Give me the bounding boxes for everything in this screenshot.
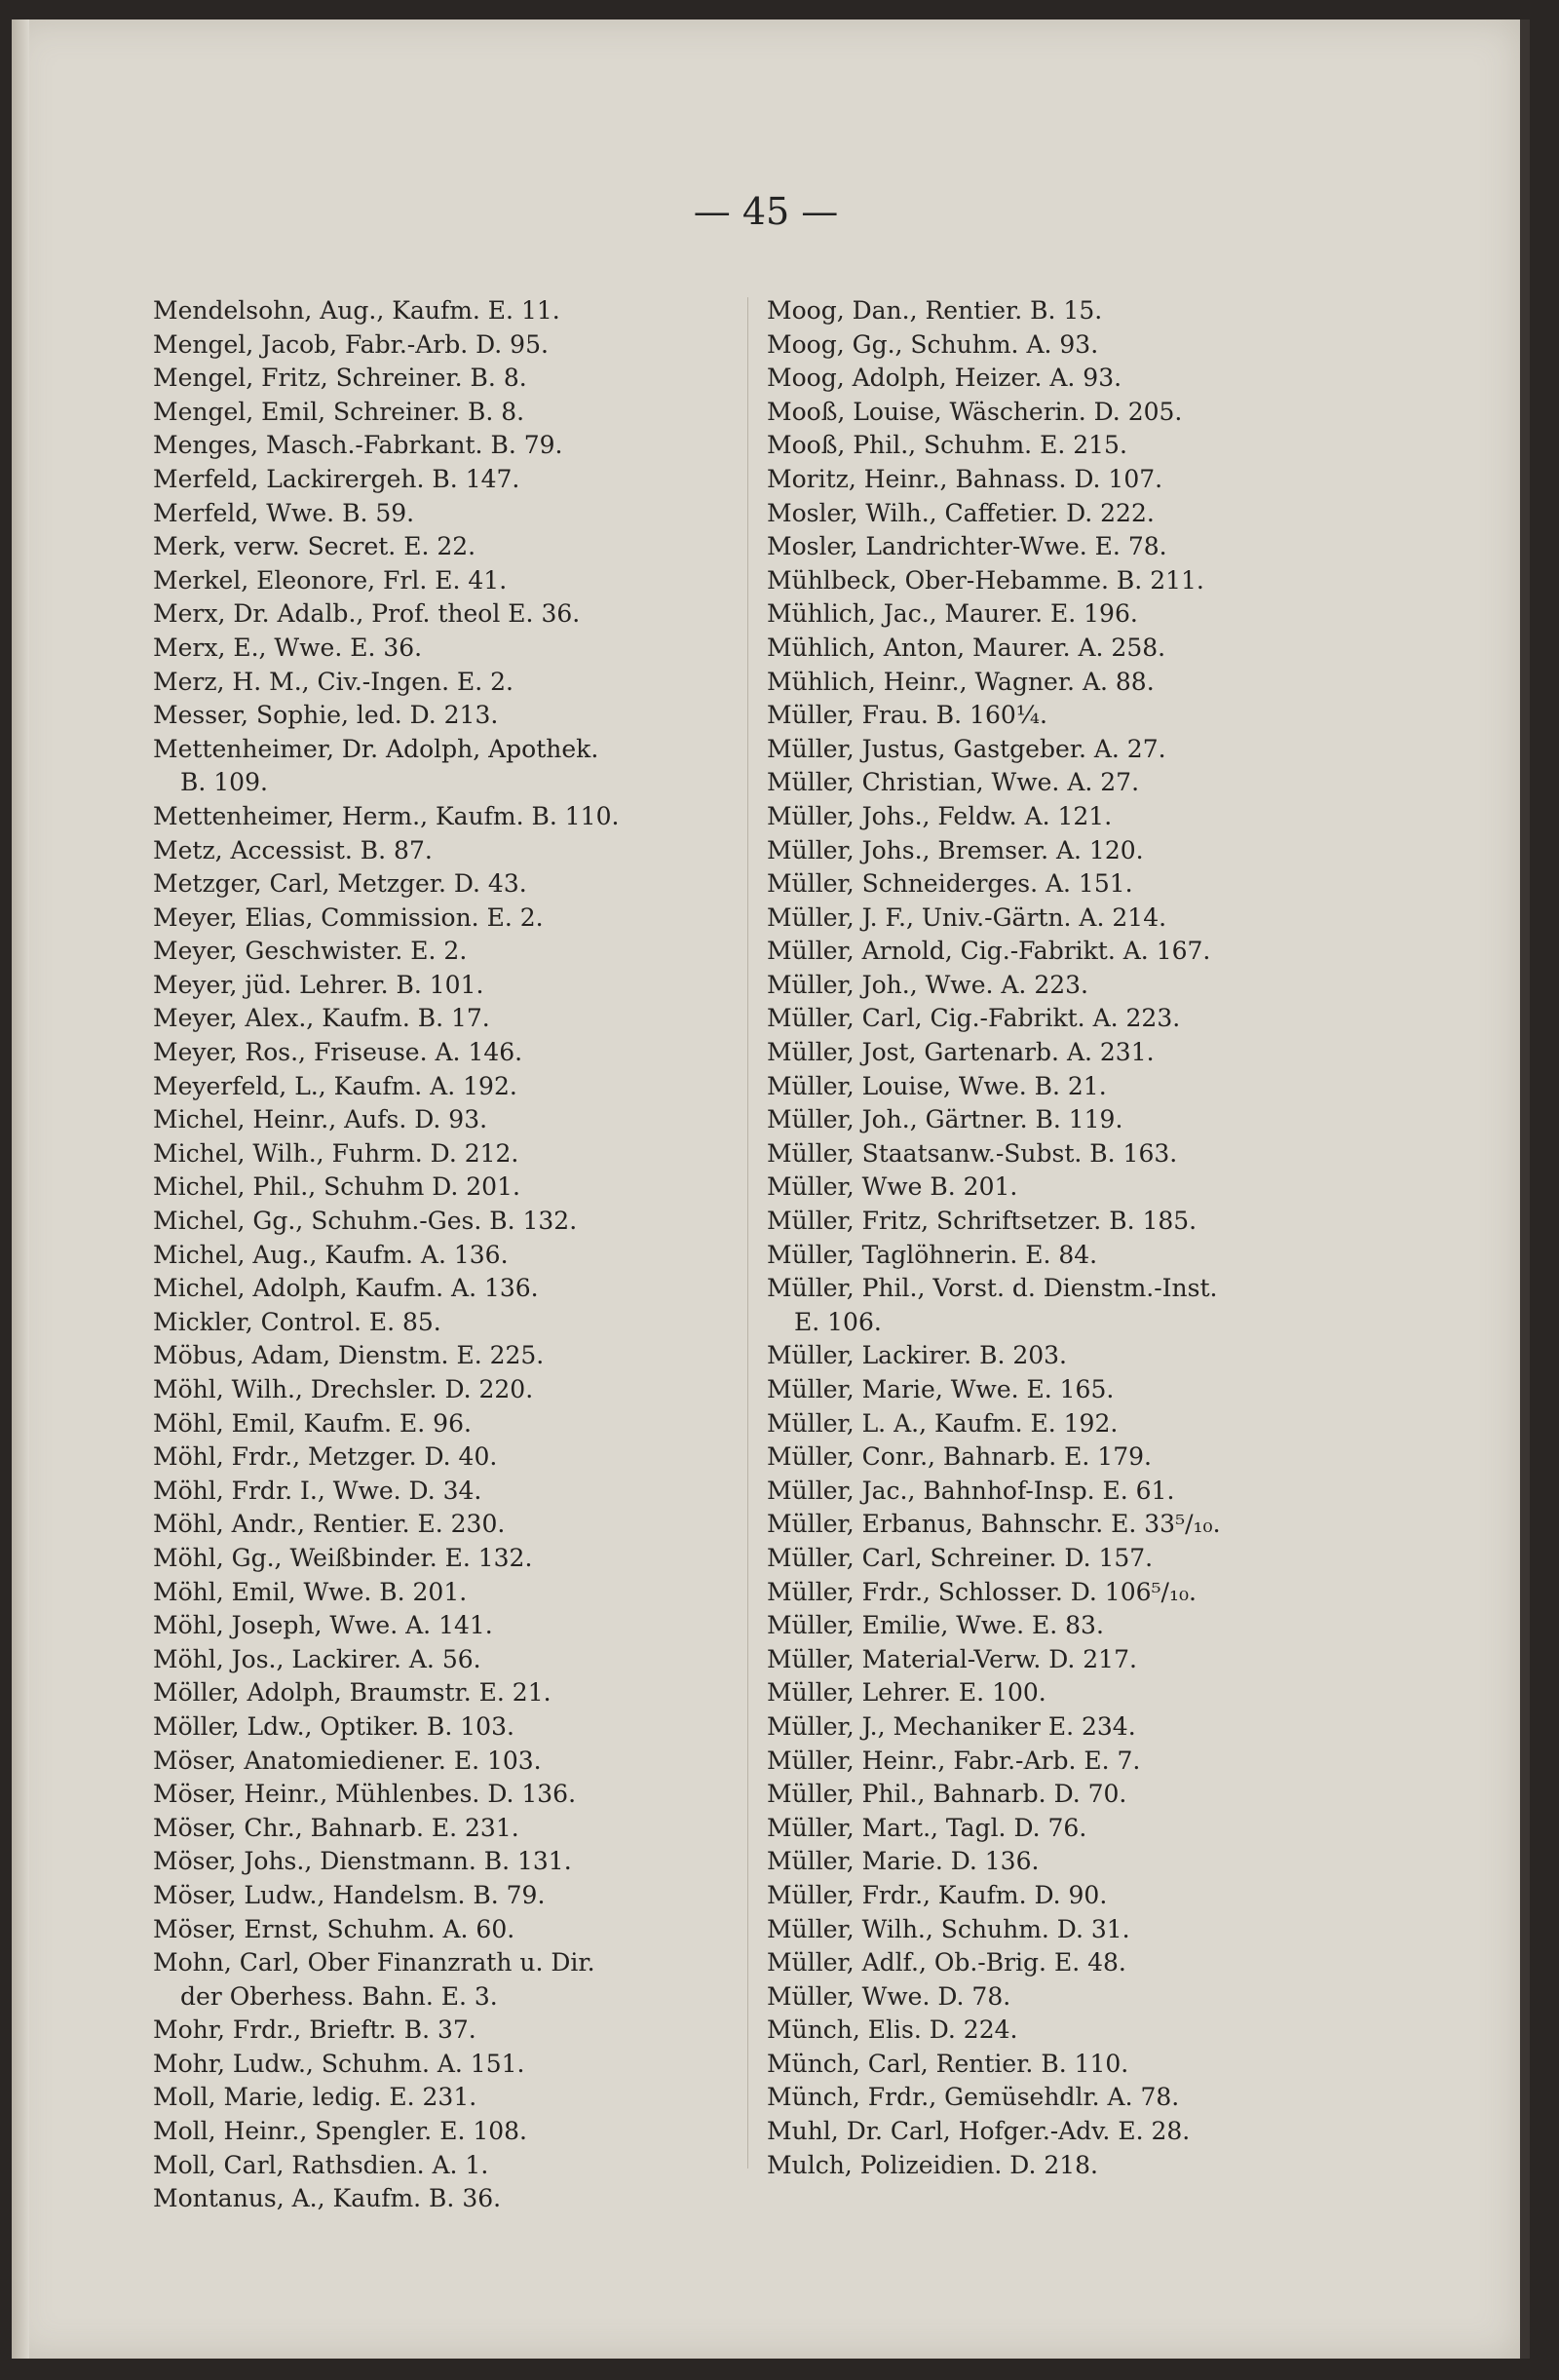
directory-entry: Meyer, jüd. Lehrer. B. 101.	[153, 970, 484, 999]
directory-entry: Möller, Ldw., Optiker. B. 103.	[153, 1711, 514, 1741]
directory-entry: Müller, Phil., Vorst. d. Dienstm.-Inst.	[767, 1274, 1218, 1303]
right-column	[767, 294, 1400, 2182]
directory-entry: Müller, Wwe B. 201.	[767, 1172, 1018, 1202]
directory-entry: Merx, Dr. Adalb., Prof. theol E. 36.	[153, 599, 581, 629]
directory-entry: Müller, Jost, Gartenarb. A. 231.	[767, 1038, 1155, 1067]
directory-entry: Möhl, Joseph, Wwe. A. 141.	[153, 1611, 493, 1640]
directory-entry: Müller, Staatsanw.-Subst. B. 163.	[767, 1138, 1178, 1168]
page-spine-shadow	[12, 19, 29, 2359]
directory-entry: Muhl, Dr. Carl, Hofger.-Adv. E. 28.	[767, 2117, 1191, 2146]
directory-entry: Münch, Frdr., Gemüsehdlr. A. 78.	[767, 2083, 1180, 2112]
directory-entry: Montanus, A., Kaufm. B. 36.	[153, 2184, 502, 2213]
directory-entry: Müller, Johs., Bremser. A. 120.	[767, 835, 1144, 864]
directory-entry: Möhl, Jos., Lackirer. A. 56.	[153, 1644, 481, 1673]
directory-entry: Merfeld, Lackirergeh. B. 147.	[153, 464, 520, 493]
directory-entry: Möhl, Andr., Rentier. E. 230.	[153, 1510, 506, 1539]
directory-entry: Müller, Mart., Tagl. D. 76.	[767, 1813, 1087, 1842]
directory-entry: Müller, Erbanus, Bahnschr. E. 33⁵/₁₀.	[767, 1510, 1221, 1539]
directory-entry: Mooß, Louise, Wäscherin. D. 205.	[767, 397, 1183, 426]
directory-entry: Müller, Louise, Wwe. B. 21.	[767, 1071, 1107, 1100]
directory-entry: Moog, Gg., Schuhm. A. 93.	[767, 329, 1099, 359]
directory-entry: Müller, Frau. B. 160¼.	[767, 701, 1047, 730]
directory-entry: Mengel, Fritz, Schreiner. B. 8.	[153, 364, 527, 393]
directory-entry: Müller, Material-Verw. D. 217.	[767, 1644, 1137, 1673]
directory-entry: Metz, Accessist. B. 87.	[153, 835, 433, 864]
directory-entry: Müller, J., Mechaniker E. 234.	[767, 1711, 1136, 1741]
directory-entry: Merfeld, Wwe. B. 59.	[153, 498, 415, 527]
directory-entry: Mettenheimer, Herm., Kaufm. B. 110.	[153, 801, 620, 830]
directory-entry: Müller, Taglöhnerin. E. 84.	[767, 1240, 1098, 1269]
directory-entry: Müller, Frdr., Kaufm. D. 90.	[767, 1880, 1108, 1909]
directory-entry: Mettenheimer, Dr. Adolph, Apothek.	[153, 734, 599, 763]
directory-entry: Michel, Adolph, Kaufm. A. 136.	[153, 1274, 539, 1303]
directory-entry: Möller, Adolph, Braumstr. E. 21.	[153, 1678, 551, 1708]
directory-entry: Möhl, Gg., Weißbinder. E. 132.	[153, 1543, 533, 1572]
directory-entry: Meyer, Elias, Commission. E. 2.	[153, 902, 544, 932]
directory-entry: Michel, Phil., Schuhm D. 201.	[153, 1172, 520, 1202]
directory-entry: Müller, Marie, Wwe. E. 165.	[767, 1375, 1115, 1403]
directory-entry: Mohr, Ludw., Schuhm. A. 151.	[153, 2049, 525, 2078]
directory-entry: Menges, Masch.-Fabrkant. B. 79.	[153, 431, 563, 460]
directory-entry: Mosler, Landrichter-Wwe. E. 78.	[767, 532, 1167, 561]
directory-entry: Michel, Aug., Kaufm. A. 136.	[153, 1240, 509, 1269]
directory-entry: Merkel, Eleonore, Frl. E. 41.	[153, 565, 508, 595]
directory-entry: Moritz, Heinr., Bahnass. D. 107.	[767, 464, 1163, 493]
directory-entry: Möser, Ernst, Schuhm. A. 60.	[153, 1914, 515, 1943]
directory-entry: Müller, Heinr., Fabr.-Arb. E. 7.	[767, 1746, 1141, 1775]
directory-entry: Mooß, Phil., Schuhm. E. 215.	[767, 431, 1127, 460]
directory-entry: B. 109.	[180, 768, 268, 797]
directory-entry: Michel, Wilh., Fuhrm. D. 212.	[153, 1138, 519, 1168]
directory-entry: Möser, Anatomiediener. E. 103.	[153, 1746, 542, 1775]
directory-entry: Merx, E., Wwe. E. 36.	[153, 633, 423, 662]
directory-entry: Müller, Phil., Bahnarb. D. 70.	[767, 1780, 1127, 1809]
left-column	[153, 294, 738, 2216]
directory-entry: Moll, Carl, Rathsdien. A. 1.	[153, 2150, 489, 2179]
directory-entry: Möhl, Emil, Wwe. B. 201.	[153, 1577, 468, 1606]
directory-entry: Müller, Wilh., Schuhm. D. 31.	[767, 1914, 1130, 1943]
directory-entry: Mendelsohn, Aug., Kaufm. E. 11.	[153, 296, 560, 325]
directory-entry: Müller, Jac., Bahnhof-Insp. E. 61.	[767, 1476, 1175, 1505]
directory-entry: Müller, Wwe. D. 78.	[767, 1981, 1011, 2011]
directory-entry: Möser, Heinr., Mühlenbes. D. 136.	[153, 1780, 577, 1809]
directory-page	[12, 19, 1530, 2359]
directory-entry: Messer, Sophie, led. D. 213.	[153, 701, 499, 730]
directory-entry: Möser, Ludw., Handelsm. B. 79.	[153, 1880, 546, 1909]
directory-entry: Moog, Adolph, Heizer. A. 93.	[767, 364, 1122, 393]
directory-entry: Mühlich, Anton, Maurer. A. 258.	[767, 633, 1166, 662]
directory-entry: Müller, Lehrer. E. 100.	[767, 1678, 1046, 1708]
directory-entry: Mengel, Emil, Schreiner. B. 8.	[153, 397, 525, 426]
directory-entry: E. 106.	[794, 1307, 882, 1336]
directory-entry: Moll, Marie, ledig. E. 231.	[153, 2083, 477, 2112]
directory-entry: Müller, Arnold, Cig.-Fabrikt. A. 167.	[767, 937, 1211, 966]
directory-entry: Müller, Lackirer. B. 203.	[767, 1341, 1068, 1370]
directory-entry: Müller, Justus, Gastgeber. A. 27.	[767, 734, 1166, 763]
directory-entry: Michel, Gg., Schuhm.-Ges. B. 132.	[153, 1207, 578, 1236]
directory-entry: Müller, Emilie, Wwe. E. 83.	[767, 1611, 1104, 1640]
directory-entry: Meyer, Alex., Kaufm. B. 17.	[153, 1004, 490, 1033]
directory-entry: Möhl, Frdr., Metzger. D. 40.	[153, 1442, 498, 1472]
directory-entry: Müller, Adlf., Ob.-Brig. E. 48.	[767, 1948, 1126, 1977]
directory-entry: Meyer, Ros., Friseuse. A. 146.	[153, 1038, 523, 1067]
directory-entry: Mühlich, Heinr., Wagner. A. 88.	[767, 667, 1155, 696]
directory-entry: Müller, Carl, Schreiner. D. 157.	[767, 1543, 1154, 1572]
directory-entry: Mickler, Control. E. 85.	[153, 1307, 441, 1336]
directory-entry: Metzger, Carl, Metzger. D. 43.	[153, 869, 527, 899]
directory-entry: Müller, J. F., Univ.-Gärtn. A. 214.	[767, 902, 1167, 932]
directory-entry: Müller, Marie. D. 136.	[767, 1847, 1040, 1876]
directory-entry: Meyer, Geschwister. E. 2.	[153, 937, 468, 966]
directory-entry: Michel, Heinr., Aufs. D. 93.	[153, 1105, 488, 1134]
page-number: — 45 —	[693, 190, 839, 233]
directory-entry: Moll, Heinr., Spengler. E. 108.	[153, 2117, 527, 2146]
directory-entry: Müller, Christian, Wwe. A. 27.	[767, 768, 1140, 797]
directory-entry: Möhl, Emil, Kaufm. E. 96.	[153, 1408, 472, 1438]
directory-entry: Müller, Carl, Cig.-Fabrikt. A. 223.	[767, 1004, 1181, 1033]
directory-entry: Möhl, Frdr. I., Wwe. D. 34.	[153, 1476, 482, 1505]
directory-entry: Möbus, Adam, Dienstm. E. 225.	[153, 1341, 545, 1370]
directory-entry: Merz, H. M., Civ.-Ingen. E. 2.	[153, 667, 513, 696]
directory-entry: Münch, Elis. D. 224.	[767, 2015, 1018, 2045]
directory-entry: Müller, Joh., Gärtner. B. 119.	[767, 1105, 1123, 1134]
directory-entry: Mühlich, Jac., Maurer. E. 196.	[767, 599, 1138, 629]
directory-entry: Müller, Frdr., Schlosser. D. 106⁵/₁₀.	[767, 1577, 1197, 1606]
directory-entry: Moog, Dan., Rentier. B. 15.	[767, 296, 1103, 325]
directory-entry: Mulch, Polizeidien. D. 218.	[767, 2150, 1099, 2179]
directory-entry: Mengel, Jacob, Fabr.-Arb. D. 95.	[153, 329, 549, 359]
directory-entry: Meyerfeld, L., Kaufm. A. 192.	[153, 1071, 517, 1100]
directory-entry: Münch, Carl, Rentier. B. 110.	[767, 2049, 1129, 2078]
directory-entry: Müller, Johs., Feldw. A. 121.	[767, 801, 1113, 830]
directory-entry: Mohn, Carl, Ober Finanzrath u. Dir.	[153, 1948, 595, 1977]
directory-entry: Mohr, Frdr., Brieftr. B. 37.	[153, 2015, 476, 2045]
directory-entry: Müller, L. A., Kaufm. E. 192.	[767, 1408, 1119, 1438]
directory-entry: der Oberhess. Bahn. E. 3.	[180, 1981, 498, 2011]
directory-entry: Merk, verw. Secret. E. 22.	[153, 532, 476, 561]
column-divider	[747, 297, 748, 2169]
directory-entry: Müller, Conr., Bahnarb. E. 179.	[767, 1442, 1152, 1472]
directory-entry: Müller, Fritz, Schriftsetzer. B. 185.	[767, 1207, 1198, 1236]
directory-entry: Möser, Chr., Bahnarb. E. 231.	[153, 1813, 519, 1842]
directory-entry: Müller, Schneiderges. A. 151.	[767, 869, 1133, 899]
directory-entry: Mosler, Wilh., Caffetier. D. 222.	[767, 498, 1155, 527]
directory-entry: Müller, Joh., Wwe. A. 223.	[767, 970, 1088, 999]
directory-entry: Möser, Johs., Dienstmann. B. 131.	[153, 1847, 572, 1876]
directory-entry: Möhl, Wilh., Drechsler. D. 220.	[153, 1375, 534, 1403]
directory-entry: Mühlbeck, Ober-Hebamme. B. 211.	[767, 565, 1204, 595]
